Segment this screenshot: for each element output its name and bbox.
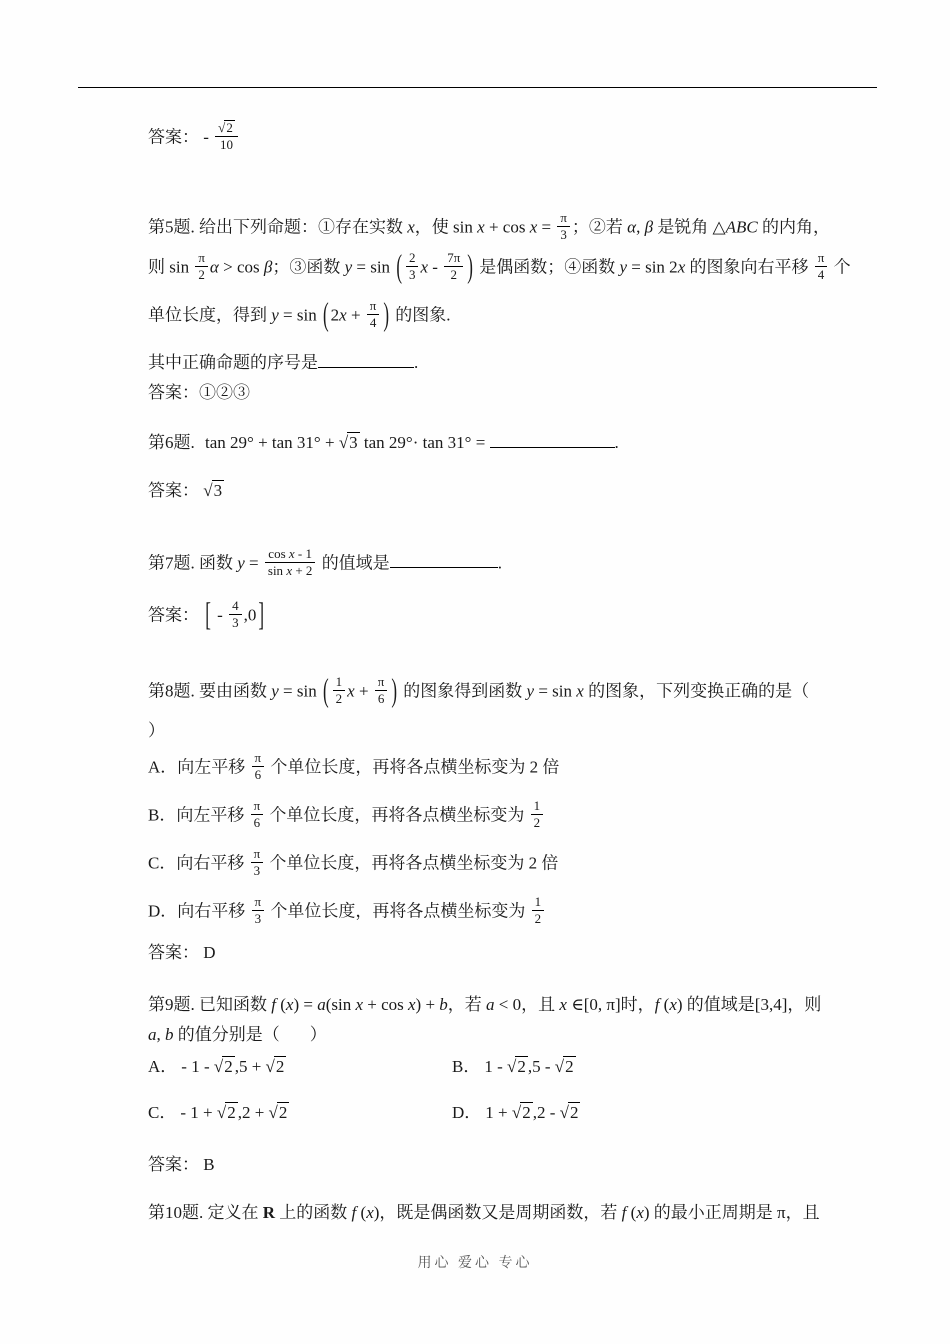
- question-6-answer: 答案： √3: [148, 481, 223, 500]
- question-8-option-c: C．向右平移 $\frac{\pi}{3}$ 个单位长度，再将各点横坐标变为 2 倍: [148, 846, 559, 878]
- question-9-line-2: a, b 的值分别是（ ）: [148, 1025, 327, 1044]
- question-8-option-d: D．向右平移 $\frac{\pi}{3}$ 个单位长度，再将各点横坐标变为 $\frac{1}{2}$: [148, 896, 546, 929]
- question-5-line-1: 第5题. 给出下列命题：①存在实数 x，使 sin x + cos x = $\frac{\pi}{3}$ ；②若 α, β 是锐角 △ABC 的内角，: [148, 210, 830, 242]
- question-10-lead: 第10题. 定义在 R 上的函数 f (x)，既是偶函数又是周期函数，若 f (x) 的最小正周期是 π，且: [148, 1203, 820, 1222]
- question-5-line-3: 单位长度，得到 y = sin ( 2x + $\frac{\pi}{4}$ ) 的图象.: [148, 296, 451, 333]
- page-footer: 用心 爱心 专心: [417, 1256, 533, 1271]
- question-9-option-c: C． - 1 + √2 ,2 + √2: [148, 1103, 288, 1122]
- question-5-prompt: 其中正确命题的序号是 .: [148, 353, 419, 372]
- question-9-line-1: 第9题. 已知函数 f (x) = a(sin x + cos x) + b，若 a < 0，且 x ∈[0, π]时，f (x) 的值域是[3,4]，则: [148, 995, 822, 1014]
- question-7-answer: 答案： [ - $\frac{4}{3}$ ,0 ]: [148, 596, 265, 633]
- question-8-lead-close: ）: [148, 721, 165, 740]
- question-8-answer: 答案： D: [148, 943, 216, 962]
- question-8-option-a: A．向左平移 $\frac{\pi}{6}$ 个单位长度，再将各点横坐标变为 2 倍: [148, 750, 560, 782]
- top-rule: [78, 87, 877, 88]
- question-5-line-2: 则 sin $\frac{\pi}{2}$ α > cos β；③函数 y = sin ( $\frac{2}{3}$ x - $\frac{7\pi}{2}$ ) 是偶函数；④函数 y = sin 2x 的图象向右平移 $\frac{\pi}{4}$ 个: [148, 248, 851, 285]
- answer-previous-question: 答案： - $\frac{√2}{10}$: [148, 122, 240, 155]
- question-9-option-b: B． 1 - √2 ,5 - √2: [452, 1057, 574, 1076]
- question-5-answer: 答案：①②③: [148, 383, 250, 402]
- question-8-lead: 第8题. 要由函数 y = sin ( $\frac{1}{2}$ x + $\frac{\pi}{6}$ ) 的图象得到函数 y = sin x 的图象，下列变换正确的是（: [148, 672, 810, 709]
- question-9-answer: 答案： B: [148, 1155, 215, 1174]
- question-9-option-a: A． - 1 - √2 ,5 + √2: [148, 1057, 285, 1076]
- question-7: 第7题. 函数 y = $\frac{\text{cos x - 1}}{\text{sin x + 2}}$ 的值域是 .: [148, 546, 502, 578]
- question-6: 第6题. tan 29° + tan 31° + √3 tan 29°· tan 31° = .: [148, 433, 619, 452]
- question-9-option-d: D． 1 + √2 ,2 - √2: [452, 1103, 579, 1122]
- question-8-option-b: B．向左平移 $\frac{\pi}{6}$ 个单位长度，再将各点横坐标变为 $\frac{1}{2}$: [148, 800, 545, 833]
